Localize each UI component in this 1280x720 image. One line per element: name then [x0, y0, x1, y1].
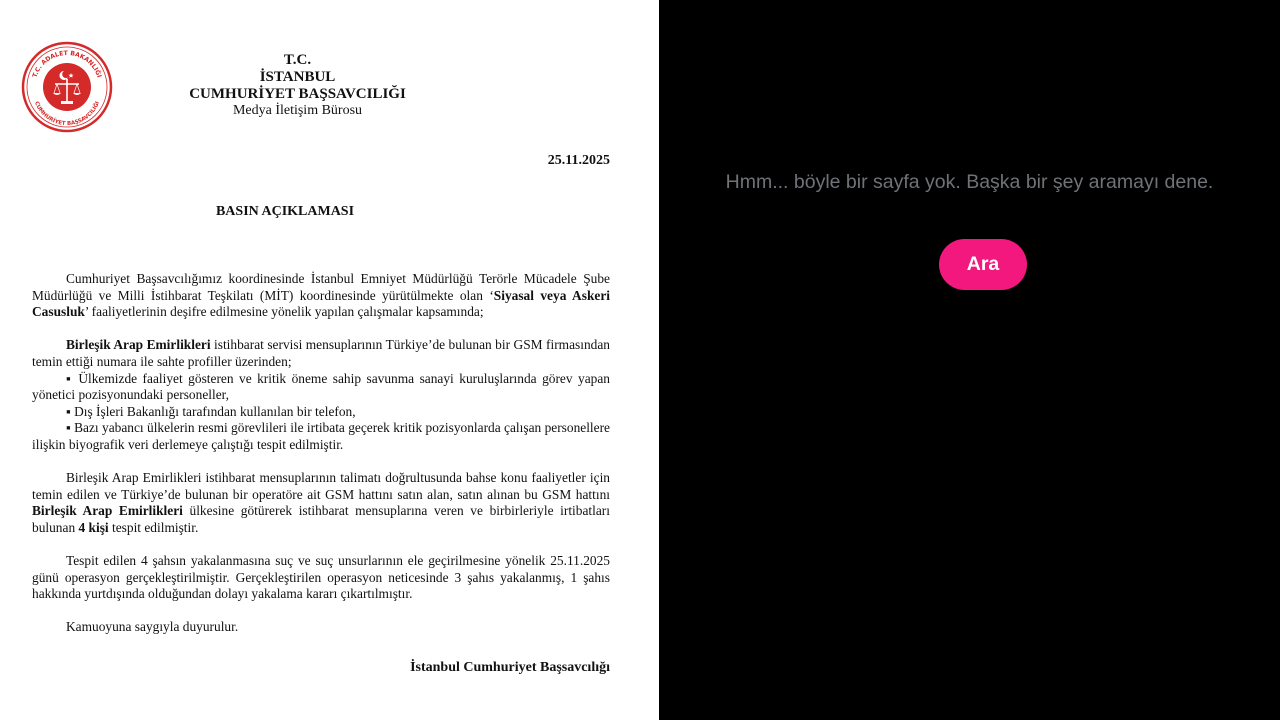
seal-bottom-text: CUMHURİYET BAŞSAVCILIĞI — [33, 100, 101, 128]
p3-text-mid: ülkesine götürerek istihbarat mensuplarına veren ve birbirleriyle irtibatları bulunan — [32, 503, 610, 535]
signature: İstanbul Cumhuriyet Başsavcılığı — [410, 660, 610, 675]
p2-text: istihbarat servisi mensuplarının Türkiye’de bulunan bir GSM firmasından temin ettiği numara ile sahte profiller üzerinden; — [32, 337, 610, 369]
paragraph-5: Kamuoyuna saygıyla duyurulur. — [66, 619, 239, 635]
p2-bold: Birleşik Arap Emirlikleri — [66, 337, 211, 353]
header-bureau: Medya İletişim Bürosu — [232, 103, 363, 118]
not-found-message: Hmm... böyle bir sayfa yok. Başka bir şey aramayı dene. — [725, 171, 1214, 193]
paragraph-4: Tespit edilen 4 şahsın yakalanmasına suç ve suç unsurlarının ele geçirilmesine yönelik 25.11.2025 günü operasyon gerçekleştirilmiştir. Gerçekleştirilen operasyon neticesinde 3 şahıs yakalanmış, 1 şahıs hakkında yurtdışında olduğundan dolayı yakalama kararı çıkartılmıştır. — [32, 553, 610, 602]
paragraph-2 — [32, 337, 610, 370]
justice-seal-icon — [21, 41, 113, 133]
paragraph-1 — [32, 271, 610, 321]
p3-text-end: tespit edilmiştir. — [108, 519, 199, 535]
p3-bold: Birleşik Arap Emirlikleri — [32, 503, 183, 519]
bullet-3: ▪ Bazı yabancı ülkelerin resmi görevlileri ile irtibata geçerek kritik pozisyonlarda çalışan personellere ilişkin biyografik veri derlemeye çalıştığı tespit edilmiştir. — [32, 420, 610, 452]
p3-text: Birleşik Arap Emirlikleri istihbarat mensuplarının talimatı doğrultusunda bahse konu faaliyetler için temin edilen ve Türkiye’de bulunan bir operatöre ait GSM hattını satın alan, satın alınan bu GSM hattını — [32, 470, 610, 502]
p3-bold-count: 4 kişi — [78, 519, 109, 535]
bullet-1: ▪ Ülkemizde faaliyet gösteren ve kritik öneme sahip savunma sanayi kuruluşlarında görev yapan yönetici pozisyonundaki personeller, — [32, 370, 610, 403]
p1-text: Cumhuriyet Başsavcılığımız koordinesinde İstanbul Emniyet Müdürlüğü Terörle Mücadele Şube Müdürlüğü ve Milli İstihbarat Teşkilatı (MİT) koordinesinde yürütülmekte olan ‘ — [32, 271, 610, 303]
search-button[interactable]: Ara — [939, 239, 1027, 290]
document-date: 25.11.2025 — [547, 153, 610, 168]
header-office: CUMHURİYET BAŞSAVCILIĞI — [189, 86, 406, 102]
header-tc: T.C. — [283, 52, 312, 68]
header-city: İSTANBUL — [259, 69, 336, 85]
bullet-2: ▪ Dış İşleri Bakanlığı tarafından kullanılan bir telefon, — [66, 403, 356, 419]
p1-bold: Siyasal veya Askeri Casusluk — [32, 287, 610, 320]
document-title: BASIN AÇIKLAMASI — [215, 204, 355, 219]
p1-text-end: ’ faaliyetlerinin deşifre edilmesine yönelik yapılan çalışmalar kapsamında; — [84, 304, 484, 320]
paragraph-3 — [32, 470, 610, 536]
not-found-panel — [659, 0, 1280, 720]
seal-top-text: T.C. ADALET BAKANLIĞI — [31, 49, 103, 79]
document-body — [32, 271, 610, 636]
